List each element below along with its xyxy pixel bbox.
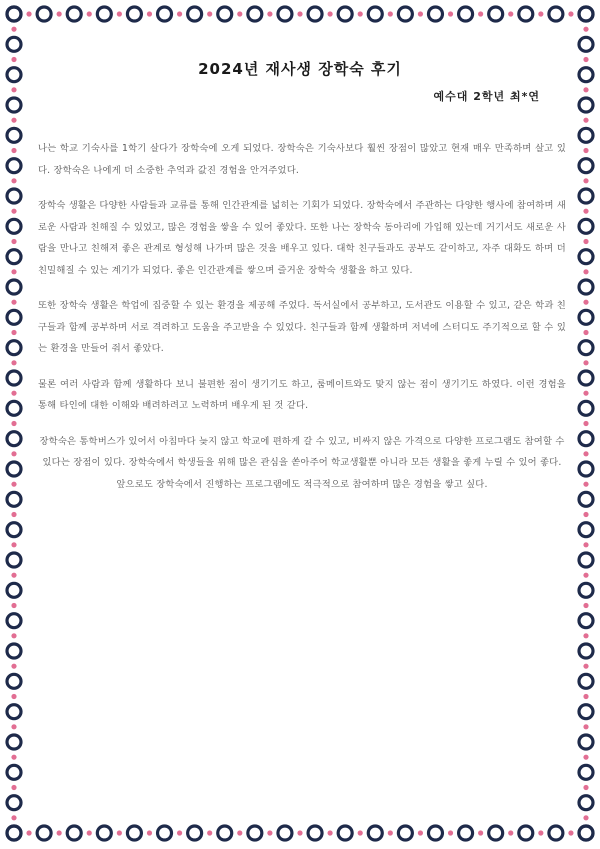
border-dot (87, 830, 92, 835)
border-dot (538, 830, 543, 835)
border-dot (11, 360, 16, 365)
border-ring (7, 310, 21, 324)
border-ring (398, 7, 412, 21)
border-dot (237, 830, 242, 835)
border-dot (583, 603, 588, 608)
border-ring (97, 826, 111, 840)
border-ring (7, 614, 21, 628)
border-ring (459, 7, 473, 21)
border-ring (97, 7, 111, 21)
border-dot (583, 573, 588, 578)
border-dot (57, 11, 62, 16)
border-dot (11, 87, 16, 92)
border-dot (583, 269, 588, 274)
border-dot (358, 830, 363, 835)
border-ring (579, 432, 593, 446)
border-ring (519, 826, 533, 840)
border-dot (11, 178, 16, 183)
border-dot (11, 633, 16, 638)
border-dot (57, 830, 62, 835)
border-ring (7, 98, 21, 112)
border-ring (579, 644, 593, 658)
author-line: 예수대 2학년 최*연 (433, 90, 540, 103)
border-dot (583, 300, 588, 305)
border-dot (583, 87, 588, 92)
border-dot (583, 118, 588, 123)
border-ring (158, 7, 172, 21)
border-ring (579, 553, 593, 567)
border-ring (7, 583, 21, 597)
border-ring (218, 7, 232, 21)
border-dot (297, 11, 302, 16)
border-dot (583, 815, 588, 820)
paragraph-3: 또한 장학숙 생활은 학업에 집중할 수 있는 환경을 제공해 주었다. 독서실에서 공부하고, 도서관도 이용할 수 있고, 같은 학과 친구들과 함께 공부하며 서로 격려하고 도움을 주고받을 수 있었다. 친구들과 함께 생활하며 저녁에 스터디도 주기적으로 할 수 있는 환경을 만들어 줘서 좋았다. (38, 300, 566, 354)
border-dot (11, 512, 16, 517)
border-dot (26, 830, 31, 835)
border-dot (11, 27, 16, 32)
border-ring (338, 7, 352, 21)
border-dot (448, 830, 453, 835)
paragraph-5: 장학숙은 통학버스가 있어서 아침마다 늦지 않고 학교에 편하게 갈 수 있고, 비싸지 않은 가격으로 다양한 프로그램도 참여할 수 있다는 장점이 있다. 장학숙에서 학생들을 위해 많은 관심을 쏟아주어 학교생활뿐 아니라 모든 생활을 좋게 누릴 수 있어 좋다. 앞으로도 장학숙에서 진행하는 프로그램에도 적극적으로 참여하며 많은 경험을 쌓고 싶다. (39, 435, 565, 490)
border-dot (11, 542, 16, 547)
border-ring (549, 7, 563, 21)
border-ring (519, 7, 533, 21)
border-dot (583, 694, 588, 699)
border-ring (459, 826, 473, 840)
border-ring (7, 341, 21, 355)
border-ring (308, 7, 322, 21)
border-dot (583, 664, 588, 669)
border-ring (7, 553, 21, 567)
border-ring (7, 189, 21, 203)
border-dot (11, 482, 16, 487)
border-ring (7, 280, 21, 294)
border-dot (177, 830, 182, 835)
border-dot (388, 11, 393, 16)
border-ring (368, 826, 382, 840)
border-ring (7, 765, 21, 779)
border-dot (11, 330, 16, 335)
border-dot (568, 11, 573, 16)
border-ring (579, 765, 593, 779)
border-dot (11, 573, 16, 578)
paragraph-1: 나는 학교 기숙사를 1학기 살다가 장학숙에 오게 되었다. 장학숙은 기숙사보다 훨씬 장점이 많았고 현재 매우 만족하며 살고 있다. 장학숙은 나에게 더 소중한 추억과 값진 경험을 안겨주었다. (38, 143, 566, 176)
border-ring (7, 644, 21, 658)
border-dot (448, 11, 453, 16)
border-ring (7, 432, 21, 446)
border-ring (278, 7, 292, 21)
border-dot (11, 451, 16, 456)
border-ring (7, 492, 21, 506)
border-ring (579, 523, 593, 537)
border-ring (7, 735, 21, 749)
border-dot (11, 239, 16, 244)
border-dot (418, 11, 423, 16)
border-ring (579, 189, 593, 203)
border-dot (11, 694, 16, 699)
border-ring (218, 826, 232, 840)
border-ring (579, 583, 593, 597)
border-ring (7, 674, 21, 688)
border-ring (579, 98, 593, 112)
border-dot (508, 11, 513, 16)
border-ring (7, 371, 21, 385)
border-ring (579, 250, 593, 264)
border-dot (177, 11, 182, 16)
border-ring (579, 341, 593, 355)
border-ring (579, 37, 593, 51)
document-body (38, 138, 566, 509)
border-ring (278, 826, 292, 840)
border-dot (11, 148, 16, 153)
paragraph-4: 물론 여러 사람과 함께 생활하다 보니 불편한 점이 생기기도 하고, 룸메이트와도 맞지 않는 점이 생기기도 하였다. 이런 경험을 통해 타인에 대한 이해와 배려하려고 노력하며 배우게 된 것 같다. (38, 378, 566, 411)
border-dot (11, 391, 16, 396)
border-dot (11, 209, 16, 214)
border-ring (7, 7, 21, 21)
border-dot (583, 785, 588, 790)
border-ring (579, 310, 593, 324)
paragraph-2: 장학숙 생활은 다양한 사람들과 교류를 통해 인간관계를 넓히는 기회가 되었다. 장학숙에서 주관하는 다양한 행사에 참여하며 새로운 사람과 친해질 수 있었고, 많은 경험을 쌓을 수 있어 좋았다. 또한 나는 장학숙 동아리에 가입해 있는데 거기서도 새로운 사람을 만나고 친해져 좋은 관계로 형성해 나가며 많은 것을 배우고 있다. 대학 친구들과도 공부도 같이하고, 자주 대화도 하며 더 친밀해질 수 있는 계기가 되었다. 좋은 인간관계를 쌓으며 즐거운 장학숙 생활을 하고 있다. (38, 200, 566, 276)
border-dot (358, 11, 363, 16)
border-ring (579, 674, 593, 688)
border-ring (338, 826, 352, 840)
border-dot (568, 830, 573, 835)
border-ring (579, 280, 593, 294)
border-dot (328, 830, 333, 835)
border-dot (267, 11, 272, 16)
border-ring (579, 826, 593, 840)
border-ring (579, 462, 593, 476)
border-dot (388, 830, 393, 835)
border-ring (579, 492, 593, 506)
border-dot (583, 755, 588, 760)
border-dot (478, 11, 483, 16)
border-ring (7, 401, 21, 415)
border-ring (37, 7, 51, 21)
border-dot (267, 830, 272, 835)
border-ring (67, 826, 81, 840)
border-dot (207, 11, 212, 16)
border-ring (489, 826, 503, 840)
border-dot (583, 391, 588, 396)
border-dot (117, 11, 122, 16)
border-dot (11, 664, 16, 669)
border-dot (478, 830, 483, 835)
border-dot (583, 482, 588, 487)
border-ring (549, 826, 563, 840)
border-ring (7, 705, 21, 719)
border-ring (428, 7, 442, 21)
border-dot (583, 633, 588, 638)
border-ring (7, 462, 21, 476)
border-ring (7, 159, 21, 173)
border-dot (508, 830, 513, 835)
border-dot (87, 11, 92, 16)
border-ring (579, 7, 593, 21)
border-dot (538, 11, 543, 16)
border-ring (158, 826, 172, 840)
border-dot (11, 785, 16, 790)
border-dot (147, 11, 152, 16)
border-ring (579, 159, 593, 173)
border-ring (188, 7, 202, 21)
border-ring (7, 250, 21, 264)
border-ring (398, 826, 412, 840)
border-dot (583, 360, 588, 365)
border-ring (579, 219, 593, 233)
border-dot (583, 148, 588, 153)
border-dot (11, 603, 16, 608)
border-ring (248, 826, 262, 840)
border-dot (583, 421, 588, 426)
border-ring (7, 219, 21, 233)
border-dot (583, 27, 588, 32)
border-dot (583, 330, 588, 335)
border-ring (7, 128, 21, 142)
border-dot (11, 421, 16, 426)
border-ring (579, 705, 593, 719)
document-title: 2024년 재사생 장학숙 후기 (198, 60, 402, 78)
border-ring (188, 826, 202, 840)
border-dot (11, 815, 16, 820)
border-ring (368, 7, 382, 21)
border-ring (248, 7, 262, 21)
border-dot (583, 209, 588, 214)
border-ring (579, 735, 593, 749)
border-dot (147, 830, 152, 835)
border-dot (207, 830, 212, 835)
border-ring (7, 37, 21, 51)
border-dot (11, 724, 16, 729)
border-ring (7, 523, 21, 537)
border-ring (579, 796, 593, 810)
border-dot (418, 830, 423, 835)
border-dot (583, 178, 588, 183)
border-dot (583, 542, 588, 547)
border-dot (583, 512, 588, 517)
border-dot (583, 239, 588, 244)
border-dot (583, 451, 588, 456)
border-ring (579, 614, 593, 628)
border-ring (127, 826, 141, 840)
border-dot (11, 118, 16, 123)
border-ring (127, 7, 141, 21)
border-dot (237, 11, 242, 16)
border-dot (11, 269, 16, 274)
border-ring (7, 826, 21, 840)
border-dot (117, 830, 122, 835)
border-ring (489, 7, 503, 21)
border-dot (11, 755, 16, 760)
border-dot (297, 830, 302, 835)
border-ring (308, 826, 322, 840)
border-dot (26, 11, 31, 16)
border-ring (579, 128, 593, 142)
border-ring (428, 826, 442, 840)
border-dot (11, 300, 16, 305)
border-ring (37, 826, 51, 840)
border-ring (7, 796, 21, 810)
border-ring (579, 401, 593, 415)
border-ring (579, 371, 593, 385)
border-dot (328, 11, 333, 16)
border-ring (67, 7, 81, 21)
border-dot (583, 724, 588, 729)
